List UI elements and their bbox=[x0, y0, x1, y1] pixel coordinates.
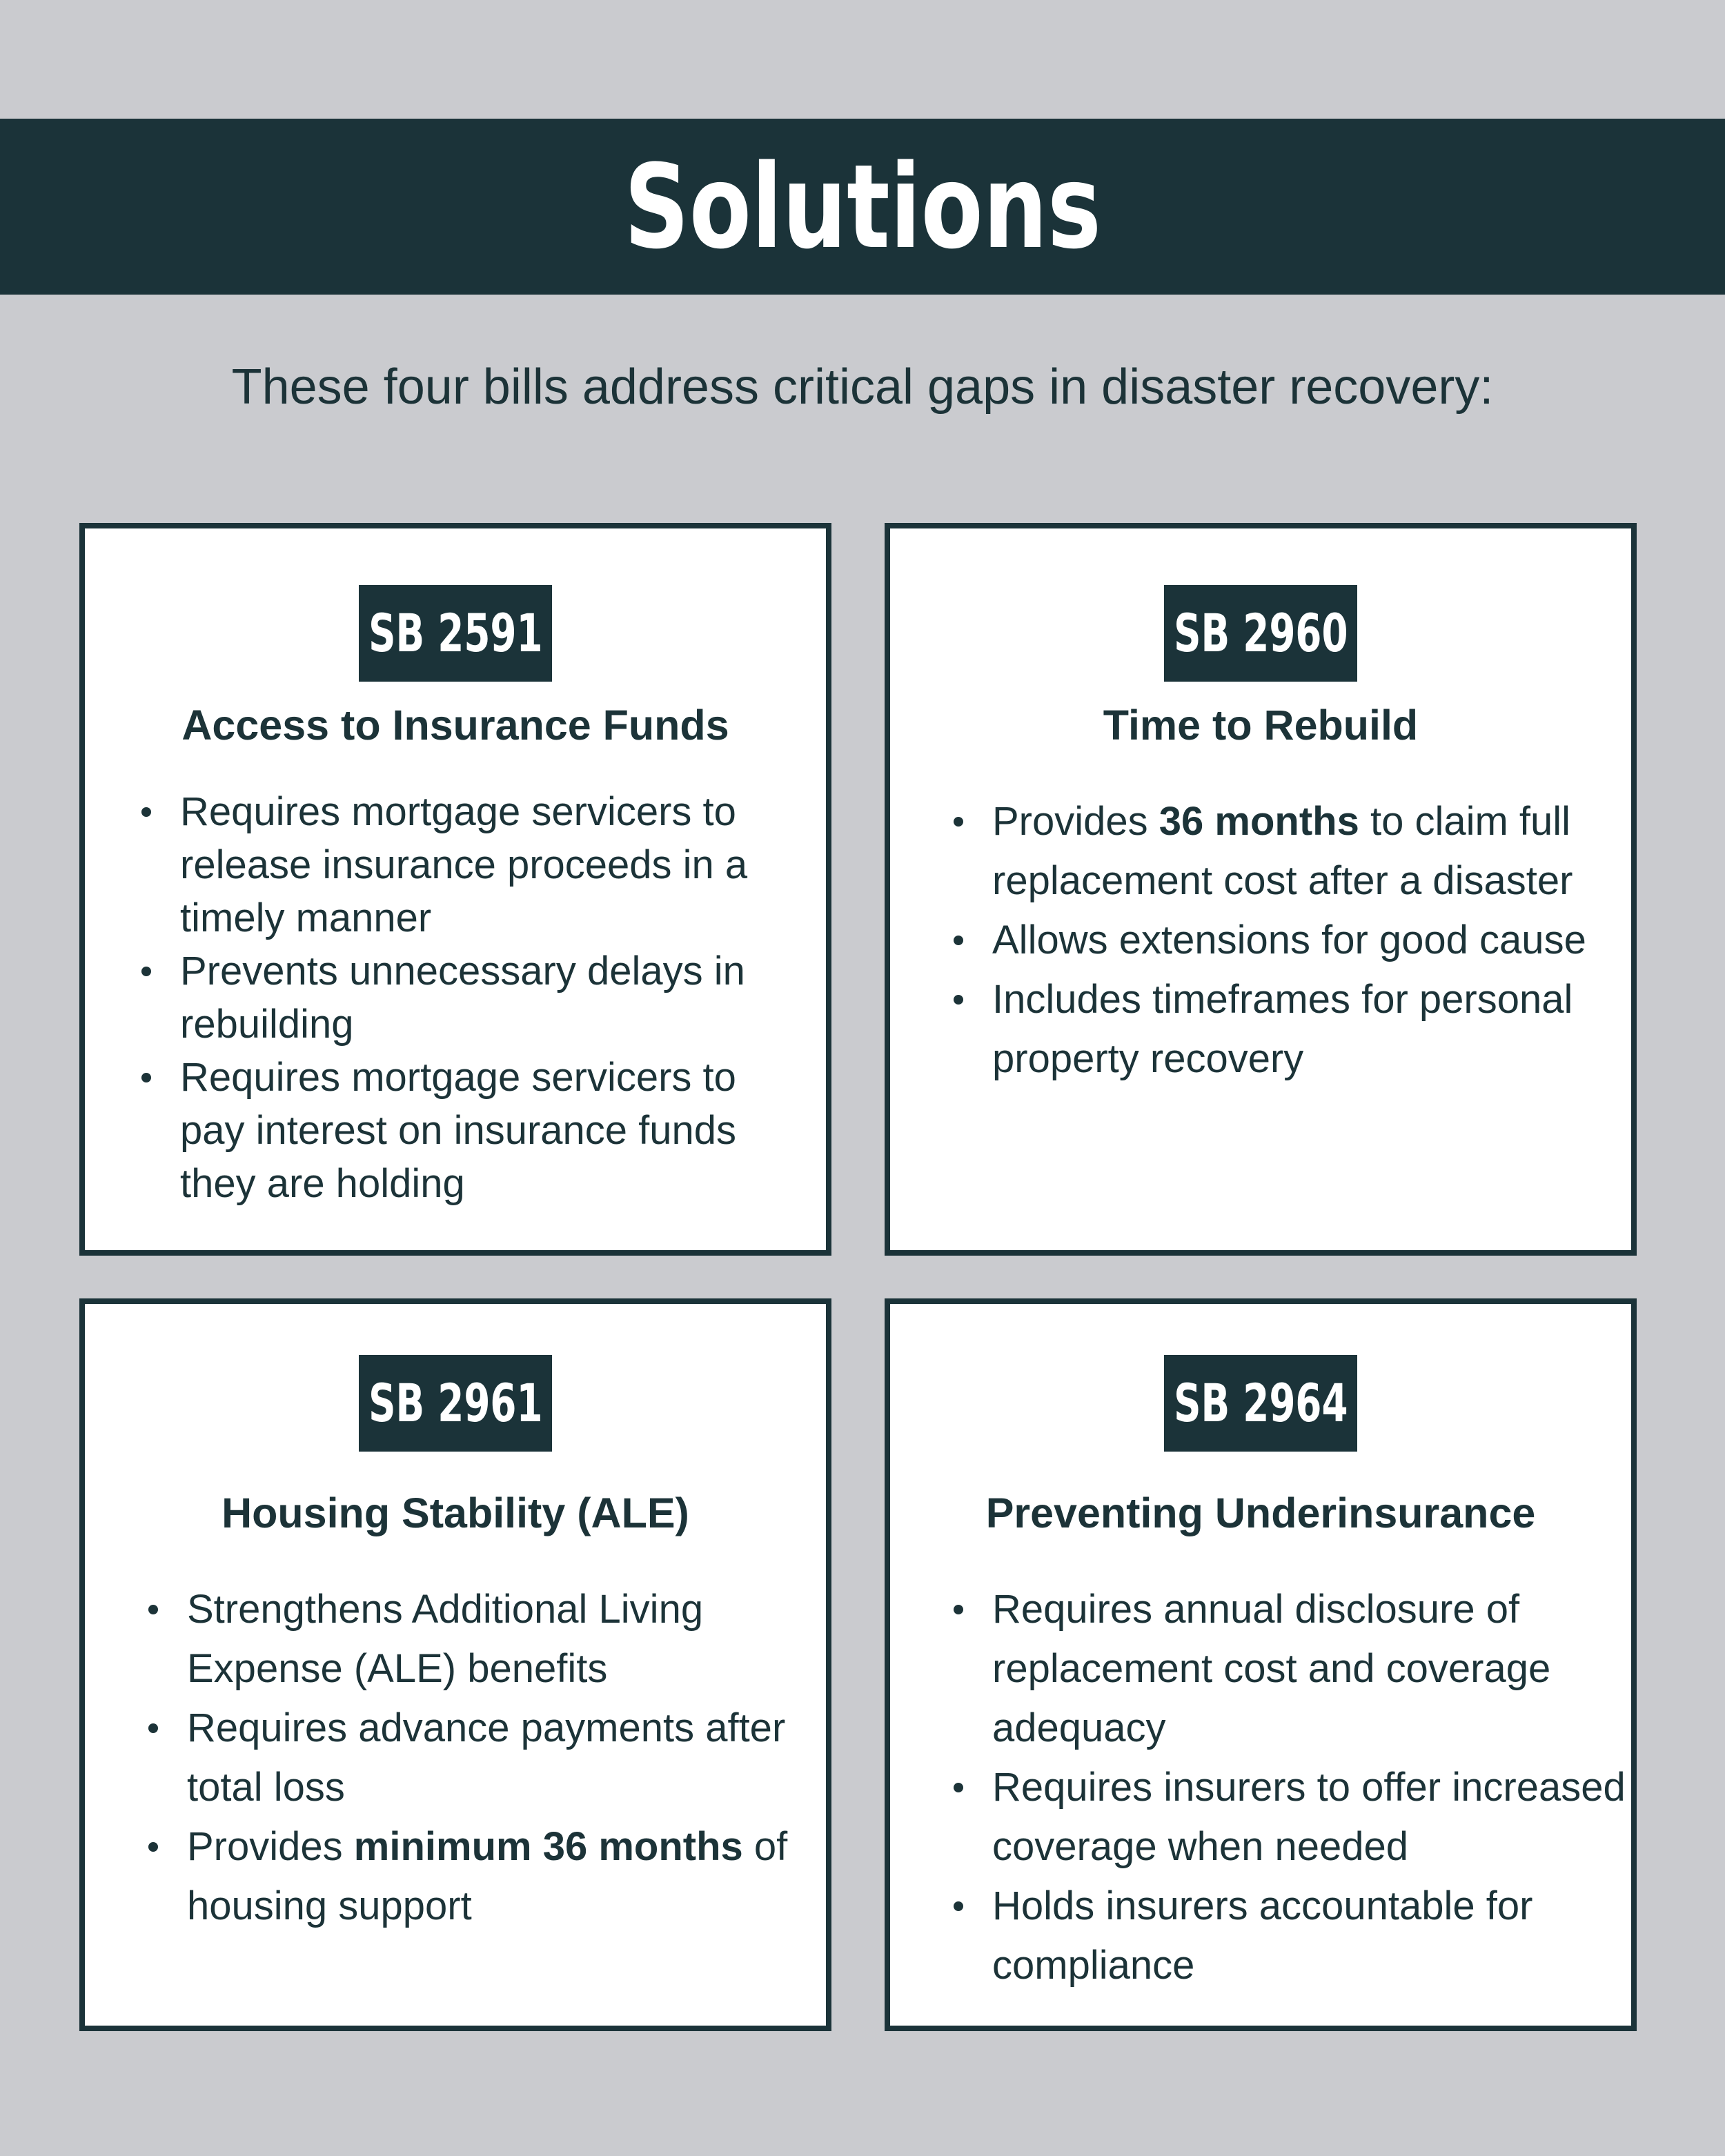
bill-card-sb-2591 bbox=[79, 523, 831, 1256]
bill-number: SB 2960 bbox=[1173, 602, 1348, 664]
intro-text: These four bills address critical gaps in disaster recovery: bbox=[231, 359, 1494, 415]
card-title: Housing Stability (ALE) bbox=[221, 1490, 689, 1536]
bullet-item: Requires mortgage servicers to release insurance proceeds in a timely manner bbox=[141, 785, 804, 945]
bullet-item: Strengthens Additional Living Expense (ALE) benefits bbox=[148, 1580, 811, 1699]
card-title: Access to Insurance Funds bbox=[181, 702, 729, 749]
bill-card-sb-2960 bbox=[885, 523, 1637, 1256]
bullet-item: Prevents unnecessary delays in rebuilding bbox=[141, 945, 804, 1051]
bullet-item: Provides 36 months to claim full replacement cost after a disaster bbox=[954, 792, 1616, 911]
bill-badge bbox=[1164, 1355, 1357, 1452]
bill-number: SB 2591 bbox=[368, 602, 543, 664]
page-title: Solutions bbox=[624, 139, 1101, 275]
bullet-list bbox=[148, 1580, 811, 1936]
bill-number: SB 2964 bbox=[1173, 1372, 1348, 1434]
bullet-item: Provides minimum 36 months of housing support bbox=[148, 1817, 811, 1936]
bullet-item: Includes timeframes for personal property recovery bbox=[954, 970, 1616, 1089]
bill-badge bbox=[359, 585, 552, 682]
bill-number: SB 2961 bbox=[368, 1372, 543, 1434]
bullet-item: Requires insurers to offer increased coverage when needed bbox=[954, 1758, 1637, 1877]
bill-card-sb-2964 bbox=[885, 1298, 1637, 2031]
bullet-item: Requires annual disclosure of replacement cost and coverage adequacy bbox=[954, 1580, 1637, 1758]
bullet-list bbox=[954, 1580, 1637, 1995]
bullet-emphasis: 36 months bbox=[1159, 799, 1359, 844]
card-title: Time to Rebuild bbox=[1103, 702, 1419, 749]
bullet-list bbox=[954, 792, 1616, 1089]
bullet-item: Requires mortgage servicers to pay interest on insurance funds they are holding bbox=[141, 1051, 804, 1210]
bill-card-sb-2961 bbox=[79, 1298, 831, 2031]
bullet-item: Allows extensions for good cause bbox=[954, 911, 1616, 970]
bill-badge bbox=[1164, 585, 1357, 682]
card-title: Preventing Underinsurance bbox=[985, 1490, 1536, 1536]
header-banner bbox=[0, 119, 1725, 295]
bill-badge bbox=[359, 1355, 552, 1452]
bullet-item: Requires advance payments after total loss bbox=[148, 1699, 811, 1817]
bullet-item: Holds insurers accountable for compliance bbox=[954, 1877, 1637, 1995]
bullet-list bbox=[141, 785, 804, 1210]
bullet-emphasis: minimum 36 months bbox=[353, 1824, 743, 1869]
